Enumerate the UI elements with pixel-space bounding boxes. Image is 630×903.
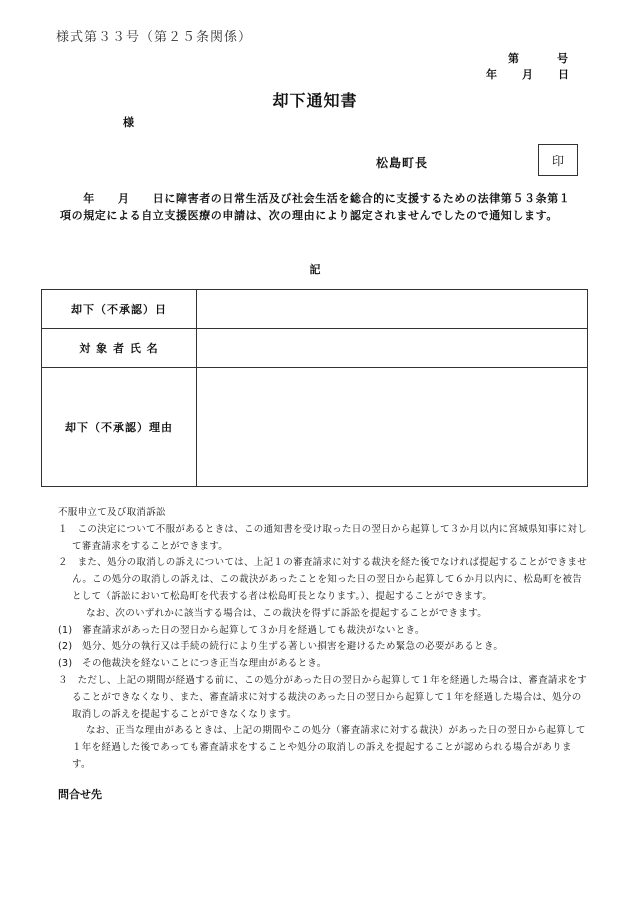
note-case-3: (3) その他裁決を経ないことにつき正当な理由があるとき。	[58, 658, 327, 670]
date-day: 日	[558, 68, 569, 81]
table-row	[42, 290, 588, 329]
date-month: 月	[522, 68, 533, 81]
note-3-supplement: なお、正当な理由があるときは、上記の期間やこの処分（審査請求に対する裁決）があった日の翌日から起算して１年を経過した後であっても審査請求をすることや処分の取消しの訴えを提起することが認められる場合があります。	[72, 725, 586, 770]
appeal-notes	[58, 505, 588, 774]
inquiry-label: 問合せ先	[58, 788, 102, 801]
number-go: 号	[557, 52, 568, 65]
body-text: 年 月 日に障害者の日常生活及び社会生活を総合的に支援するための法律第５３条第１項の規定による自立支援医療の申請は、次の理由により認定されませんでしたので通知します。	[60, 192, 571, 222]
seal-box	[538, 144, 578, 176]
seal-label: 印	[551, 153, 564, 168]
note-1: １ この決定について不服があるときは、この通知書を受け取った日の翌日から起算して３か月以内に宮城県知事に対して審査請求をすることができます。	[58, 523, 588, 552]
info-table	[41, 289, 588, 487]
row-label-rejection-reason: 却下（不承認）理由	[42, 368, 197, 487]
row-value-subject-name	[197, 329, 588, 368]
table-row	[42, 329, 588, 368]
note-case-1: (1) 審査請求があった日の翌日から起算して３か月を経過しても裁決がないとき。	[58, 624, 425, 636]
table-row	[42, 368, 588, 487]
date-year: 年	[486, 68, 497, 81]
form-number: 様式第３３号（第２５条関係）	[56, 30, 253, 45]
note-2: ２ また、処分の取消しの訴えについては、上記１の審査請求に対する裁決を経た後でなければ提起することができません。この処分の取消しの訴えは、この裁決があったことを知った日の翌日から起算して６か月以内に、松島町を被告として（訴訟において松島町を代表する者は松島町長となります。）、提起することができます。	[58, 557, 588, 602]
document-title: 却下通知書	[272, 91, 358, 110]
ki-heading: 記	[309, 263, 321, 276]
row-label-rejection-date: 却下（不承認）日	[42, 290, 197, 329]
notes-heading: 不服申立て及び取消訴訟	[58, 507, 166, 518]
note-2-supplement: なお、次のいずれかに該当する場合は、この裁決を得ずに訴訟を提起することができます。	[86, 607, 488, 619]
note-case-2: (2) 処分、処分の執行又は手続の続行により生ずる著しい損害を避けるため緊急の必要があるとき。	[58, 641, 504, 653]
number-dai: 第	[508, 52, 519, 65]
row-value-rejection-reason	[197, 368, 588, 487]
row-label-subject-name: 対 象 者 氏 名	[42, 329, 197, 368]
note-3: ３ ただし、上記の期間が経過する前に、この処分があった日の翌日から起算して１年を経過した場合は、審査請求をすることができなくなり、また、審査請求に対する裁決のあった日の翌日から起算して１年を経過した場合は、処分の取消しの訴えを提起することができなくなります。	[58, 674, 588, 720]
row-value-rejection-date	[197, 290, 588, 329]
issuer-name: 松島町長	[376, 156, 429, 170]
addressee-suffix: 様	[123, 116, 134, 129]
